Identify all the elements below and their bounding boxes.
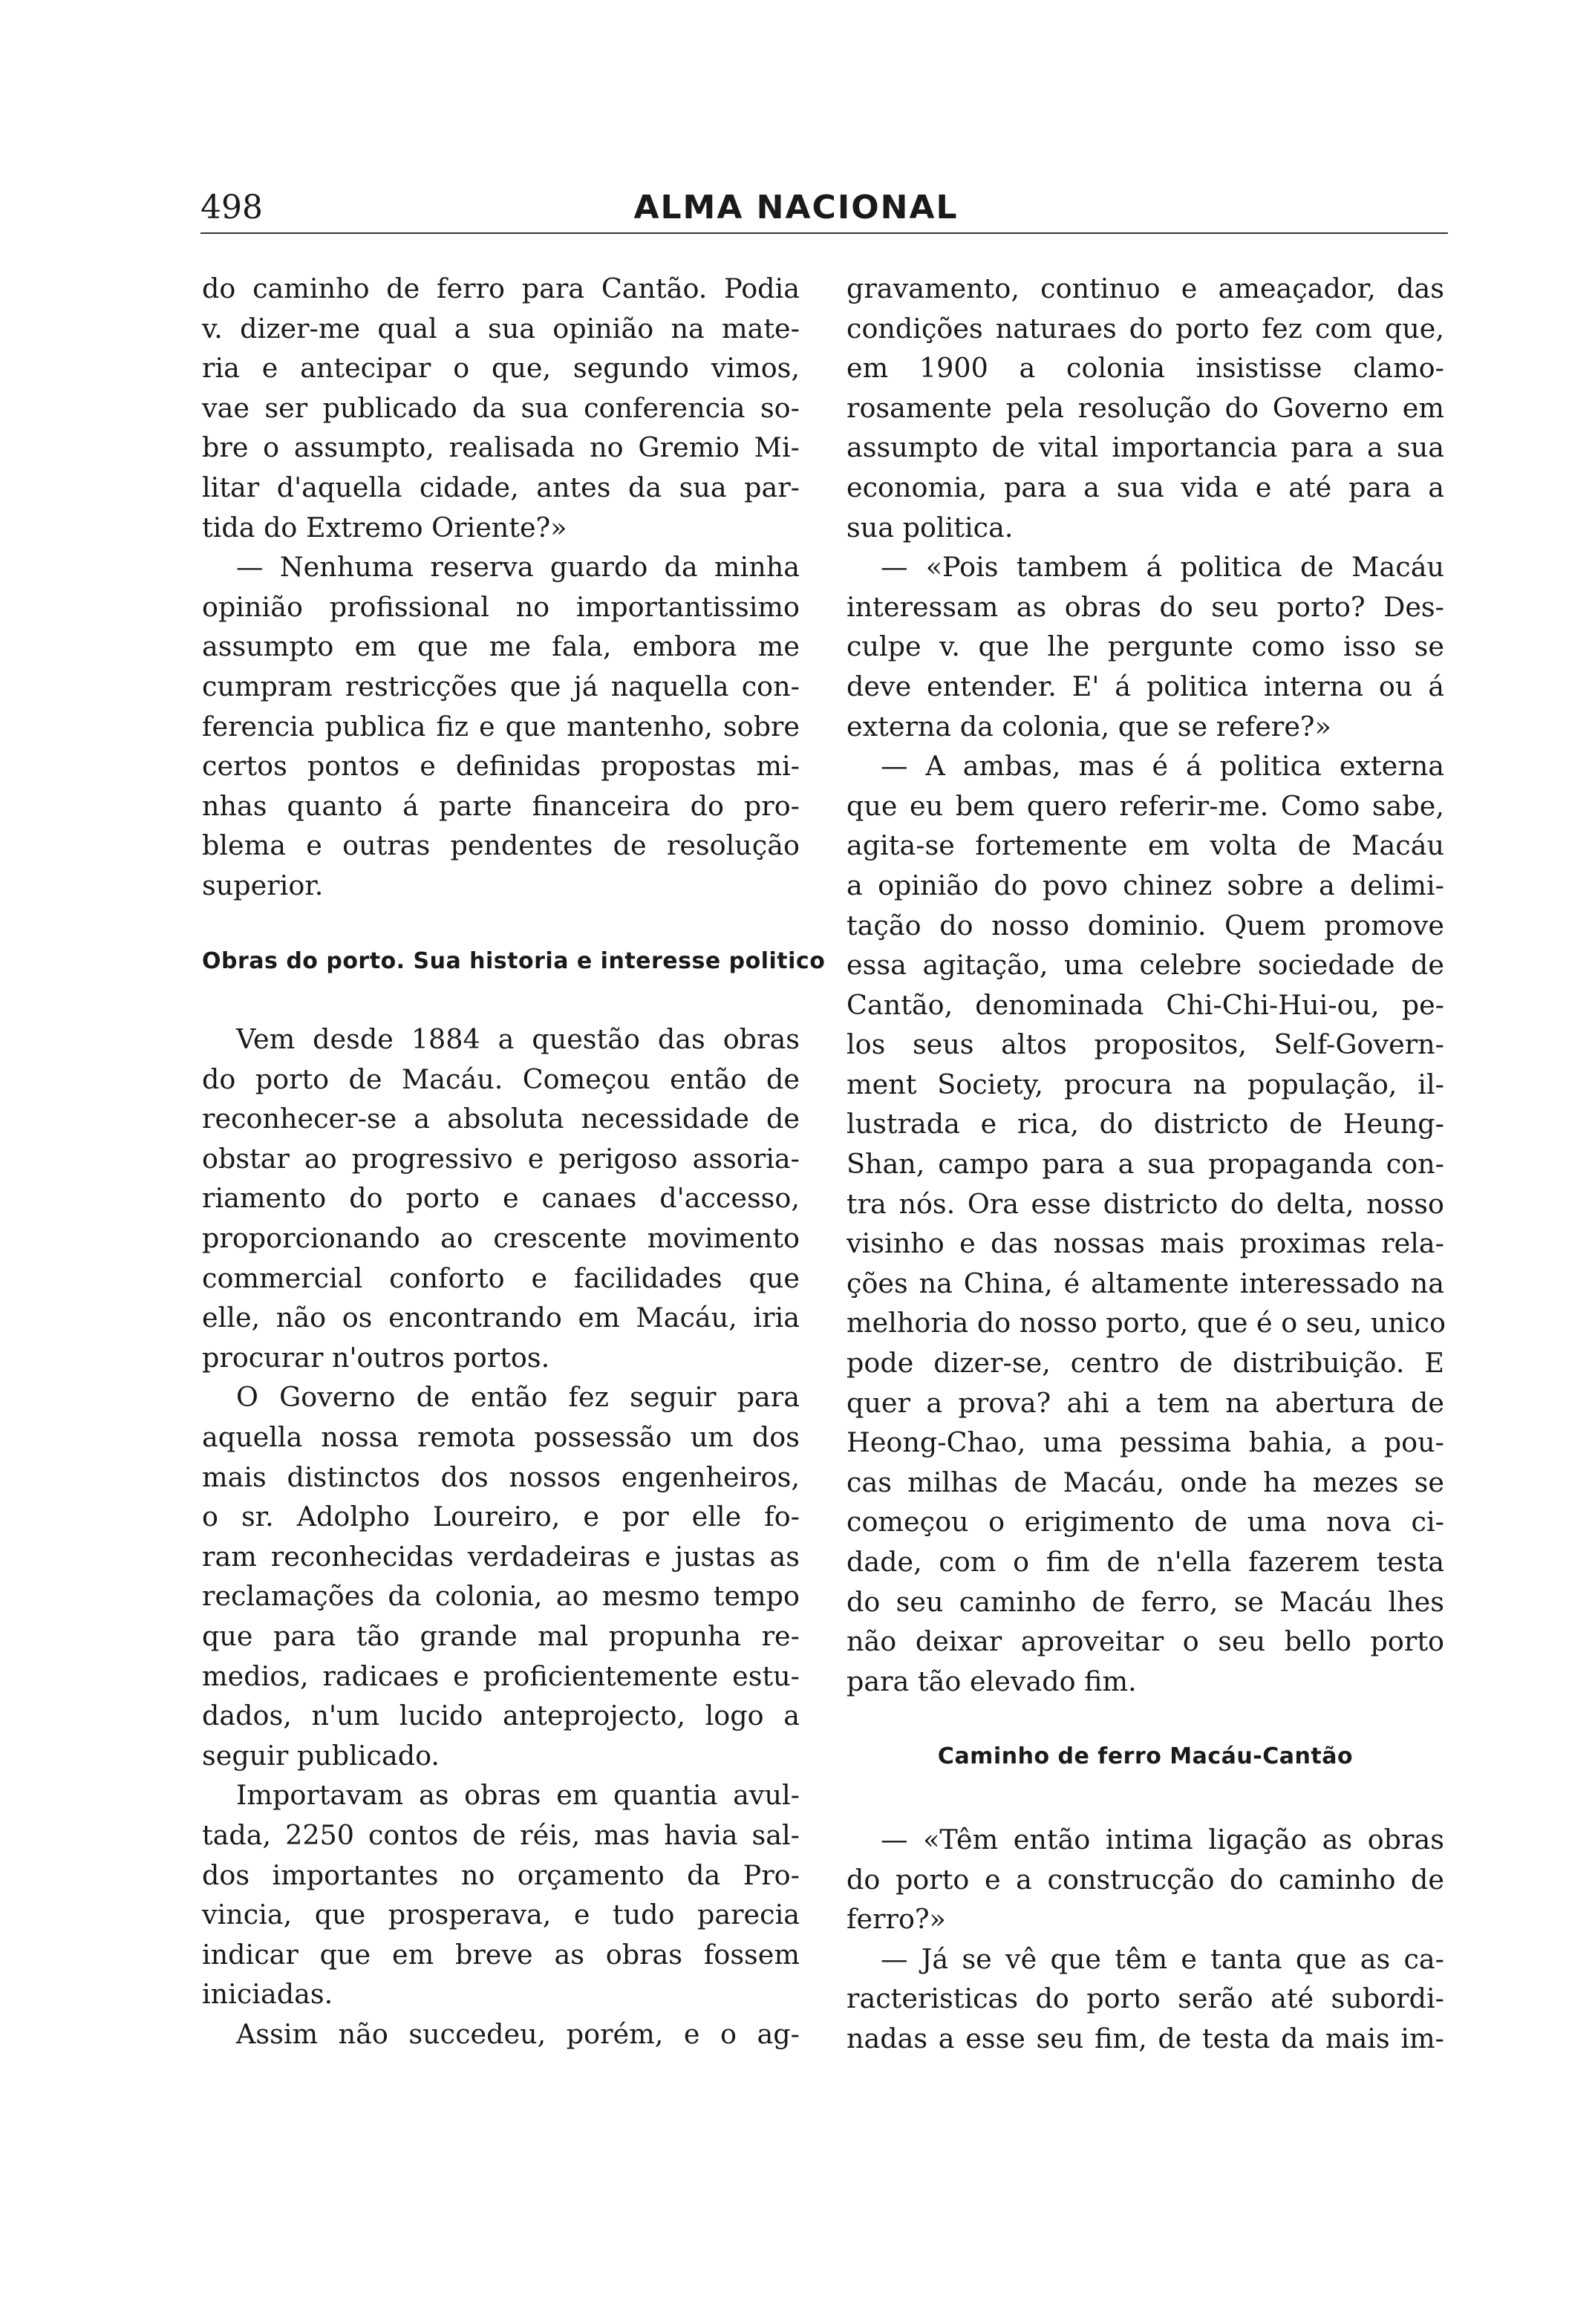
text-line: pode dizer-se, centro de distribuição. E bbox=[846, 1347, 1444, 1380]
text-line: — Nenhuma reserva guardo da minha bbox=[236, 551, 800, 584]
left-column bbox=[202, 269, 826, 2054]
page-number: 498 bbox=[200, 189, 263, 226]
text-line: a opinião do povo chinez sobre a delimi- bbox=[846, 869, 1444, 901]
text-line: ferro?» bbox=[846, 1903, 946, 1936]
text-line: tação do nosso dominio. Quem promove bbox=[846, 909, 1444, 941]
text-line: ment Society, procura na população, il- bbox=[846, 1068, 1444, 1100]
text-line: tra nós. Ora esse districto do delta, nosso bbox=[846, 1187, 1444, 1220]
text-line: dados, n'um lucido anteprojecto, logo a bbox=[202, 1700, 800, 1732]
text-line: condições naturaes do porto fez com que, bbox=[846, 312, 1444, 345]
text-line: que eu bem quero referir-me. Como sabe, bbox=[846, 789, 1444, 822]
text-line: racteristicas do porto serão até subordi- bbox=[846, 1982, 1444, 2015]
text-line: agita-se fortemente em volta de Macáu bbox=[846, 829, 1444, 862]
text-line: aquella nossa remota possessão um dos bbox=[202, 1421, 800, 1454]
text-line: dos importantes no orçamento da Pro- bbox=[202, 1858, 800, 1891]
paragraph-gap bbox=[202, 981, 800, 1019]
section-heading: Caminho de ferro Macáu-Cantão bbox=[937, 1743, 1354, 1770]
text-line: los seus altos propositos, Self-Govern- bbox=[846, 1028, 1444, 1061]
text-line: visinho e das nossas mais proximas rela- bbox=[846, 1227, 1444, 1260]
text-line: dade, com o fim de n'ella fazerem testa bbox=[846, 1546, 1444, 1578]
text-line: O Governo de então fez seguir para bbox=[236, 1381, 800, 1414]
text-line: litar d'aquella cidade, antes da sua par- bbox=[202, 471, 800, 503]
text-line: elle, não os encontrando em Macáu, iria bbox=[202, 1302, 800, 1334]
text-line: indicar que em breve as obras fossem bbox=[202, 1938, 800, 1971]
text-line: assumpto de vital importancia para a sua bbox=[846, 431, 1444, 464]
text-line: ria e antecipar o que, segundo vimos, bbox=[202, 352, 800, 385]
text-line: blema e outras pendentes de resolução bbox=[202, 829, 800, 862]
text-line: lustrada e rica, do districto de Heung- bbox=[846, 1108, 1444, 1140]
text-line: o sr. Adolpho Loureiro, e por elle fo- bbox=[202, 1501, 800, 1533]
text-line: nadas a esse seu fim, de testa da mais im- bbox=[846, 2022, 1444, 2054]
text-line: vae ser publicado da sua conferencia so- bbox=[202, 391, 800, 424]
text-line: essa agitação, uma celebre sociedade de bbox=[846, 949, 1444, 982]
text-line: sua politica. bbox=[846, 511, 1014, 544]
text-line: Shan, campo para a sua propaganda con- bbox=[846, 1148, 1444, 1181]
text-line: Cantão, denominada Chi-Chi-Hui-ou, pe- bbox=[846, 988, 1444, 1021]
text-line: opinião profissional no importantissimo bbox=[202, 590, 800, 623]
text-line: nhas quanto á parte financeira do pro- bbox=[202, 789, 800, 822]
section-heading: Obras do porto. Sua historia e interesse politico bbox=[202, 947, 826, 974]
text-line: vincia, que prosperava, e tudo parecia bbox=[202, 1899, 800, 1931]
paragraph-gap bbox=[846, 1701, 1444, 1737]
paragraph-gap bbox=[846, 1777, 1444, 1820]
text-line: não deixar aproveitar o seu bello porto bbox=[846, 1625, 1444, 1658]
text-line: riamento do porto e canaes d'accesso, bbox=[202, 1182, 800, 1215]
text-line: quer a prova? ahi a tem na abertura de bbox=[846, 1386, 1444, 1419]
text-line: — «Têm então intima ligação as obras bbox=[881, 1823, 1444, 1855]
text-line: — Já se vê que têm e tanta que as ca- bbox=[881, 1942, 1444, 1975]
header-rule bbox=[200, 232, 1448, 234]
text-line: do caminho de ferro para Cantão. Podia bbox=[202, 272, 800, 304]
text-line: assumpto em que me fala, embora me bbox=[202, 630, 800, 663]
text-line: reclamações da colonia, ao mesmo tempo bbox=[202, 1580, 800, 1613]
text-line: certos pontos e definidas propostas mi- bbox=[202, 750, 800, 783]
text-line: v. dizer-me qual a sua opinião na mate- bbox=[202, 312, 800, 345]
text-line: do porto e a construcção do caminho de bbox=[846, 1863, 1444, 1896]
text-line: — «Pois tambem á politica de Macáu bbox=[881, 551, 1444, 584]
text-line: economia, para a sua vida e até para a bbox=[846, 471, 1444, 503]
text-line: do seu caminho de ferro, se Macáu lhes bbox=[846, 1585, 1444, 1618]
text-line: proporcionando ao crescente movimento bbox=[202, 1222, 800, 1255]
text-line: superior. bbox=[202, 869, 324, 901]
text-line: obstar ao progressivo e perigoso assoria- bbox=[202, 1142, 800, 1175]
right-column bbox=[846, 269, 1444, 2059]
text-line: externa da colonia, que se refere?» bbox=[846, 710, 1331, 742]
text-line: para tão elevado fim. bbox=[846, 1665, 1137, 1697]
text-line: interessam as obras do seu porto? Des- bbox=[846, 590, 1444, 623]
text-line: que para tão grande mal propunha re- bbox=[202, 1620, 800, 1652]
text-line: em 1900 a colonia insistisse clamo- bbox=[846, 352, 1444, 385]
text-line: ferencia publica fiz e que mantenho, sobre bbox=[202, 710, 800, 742]
text-line: Heong-Chao, uma pessima bahia, a pou- bbox=[846, 1426, 1444, 1459]
text-line: Assim não succedeu, porém, e o ag- bbox=[236, 2017, 800, 2050]
text-line: procurar n'outros portos. bbox=[202, 1341, 550, 1374]
text-line: culpe v. que lhe pergunte como isso se bbox=[846, 630, 1444, 663]
text-line: deve entender. E' á politica interna ou á bbox=[846, 670, 1444, 702]
text-line: Importavam as obras em quantia avul- bbox=[236, 1779, 800, 1812]
text-line: rosamente pela resolução do Governo em bbox=[846, 391, 1444, 424]
text-line: ções na China, é altamente interessado na bbox=[846, 1267, 1444, 1299]
text-line: melhoria do nosso porto, que é o seu, unico bbox=[846, 1307, 1446, 1339]
text-line: ram reconhecidas verdadeiras e justas as bbox=[202, 1540, 800, 1573]
paragraph-gap bbox=[202, 906, 800, 941]
text-line: gravamento, continuo e ameaçador, das bbox=[846, 272, 1444, 304]
text-line: iniciadas. bbox=[202, 1978, 333, 2011]
text-line: medios, radicaes e proficientemente estu- bbox=[202, 1659, 800, 1692]
text-line: mais distinctos dos nossos engenheiros, bbox=[202, 1460, 800, 1493]
text-line: Vem desde 1884 a questão das obras bbox=[236, 1023, 800, 1056]
text-line: seguir publicado. bbox=[202, 1739, 440, 1772]
running-title: ALMA NACIONAL bbox=[633, 189, 959, 226]
text-line: do porto de Macáu. Começou então de bbox=[202, 1063, 800, 1095]
text-line: começou o erigimento de uma nova ci- bbox=[846, 1506, 1444, 1538]
text-line: tada, 2250 contos de réis, mas havia sal- bbox=[202, 1818, 800, 1851]
text-line: bre o assumpto, realisada no Gremio Mi- bbox=[202, 431, 800, 464]
text-line: — A ambas, mas é á politica externa bbox=[881, 750, 1444, 783]
text-line: tida do Extremo Oriente?» bbox=[202, 511, 567, 544]
text-line: cumpram restricções que já naquella con- bbox=[202, 670, 800, 702]
text-line: commercial conforto e facilidades que bbox=[202, 1261, 800, 1294]
text-line: reconhecer-se a absoluta necessidade de bbox=[202, 1103, 800, 1135]
text-line: cas milhas de Macáu, onde ha mezes se bbox=[846, 1466, 1444, 1498]
